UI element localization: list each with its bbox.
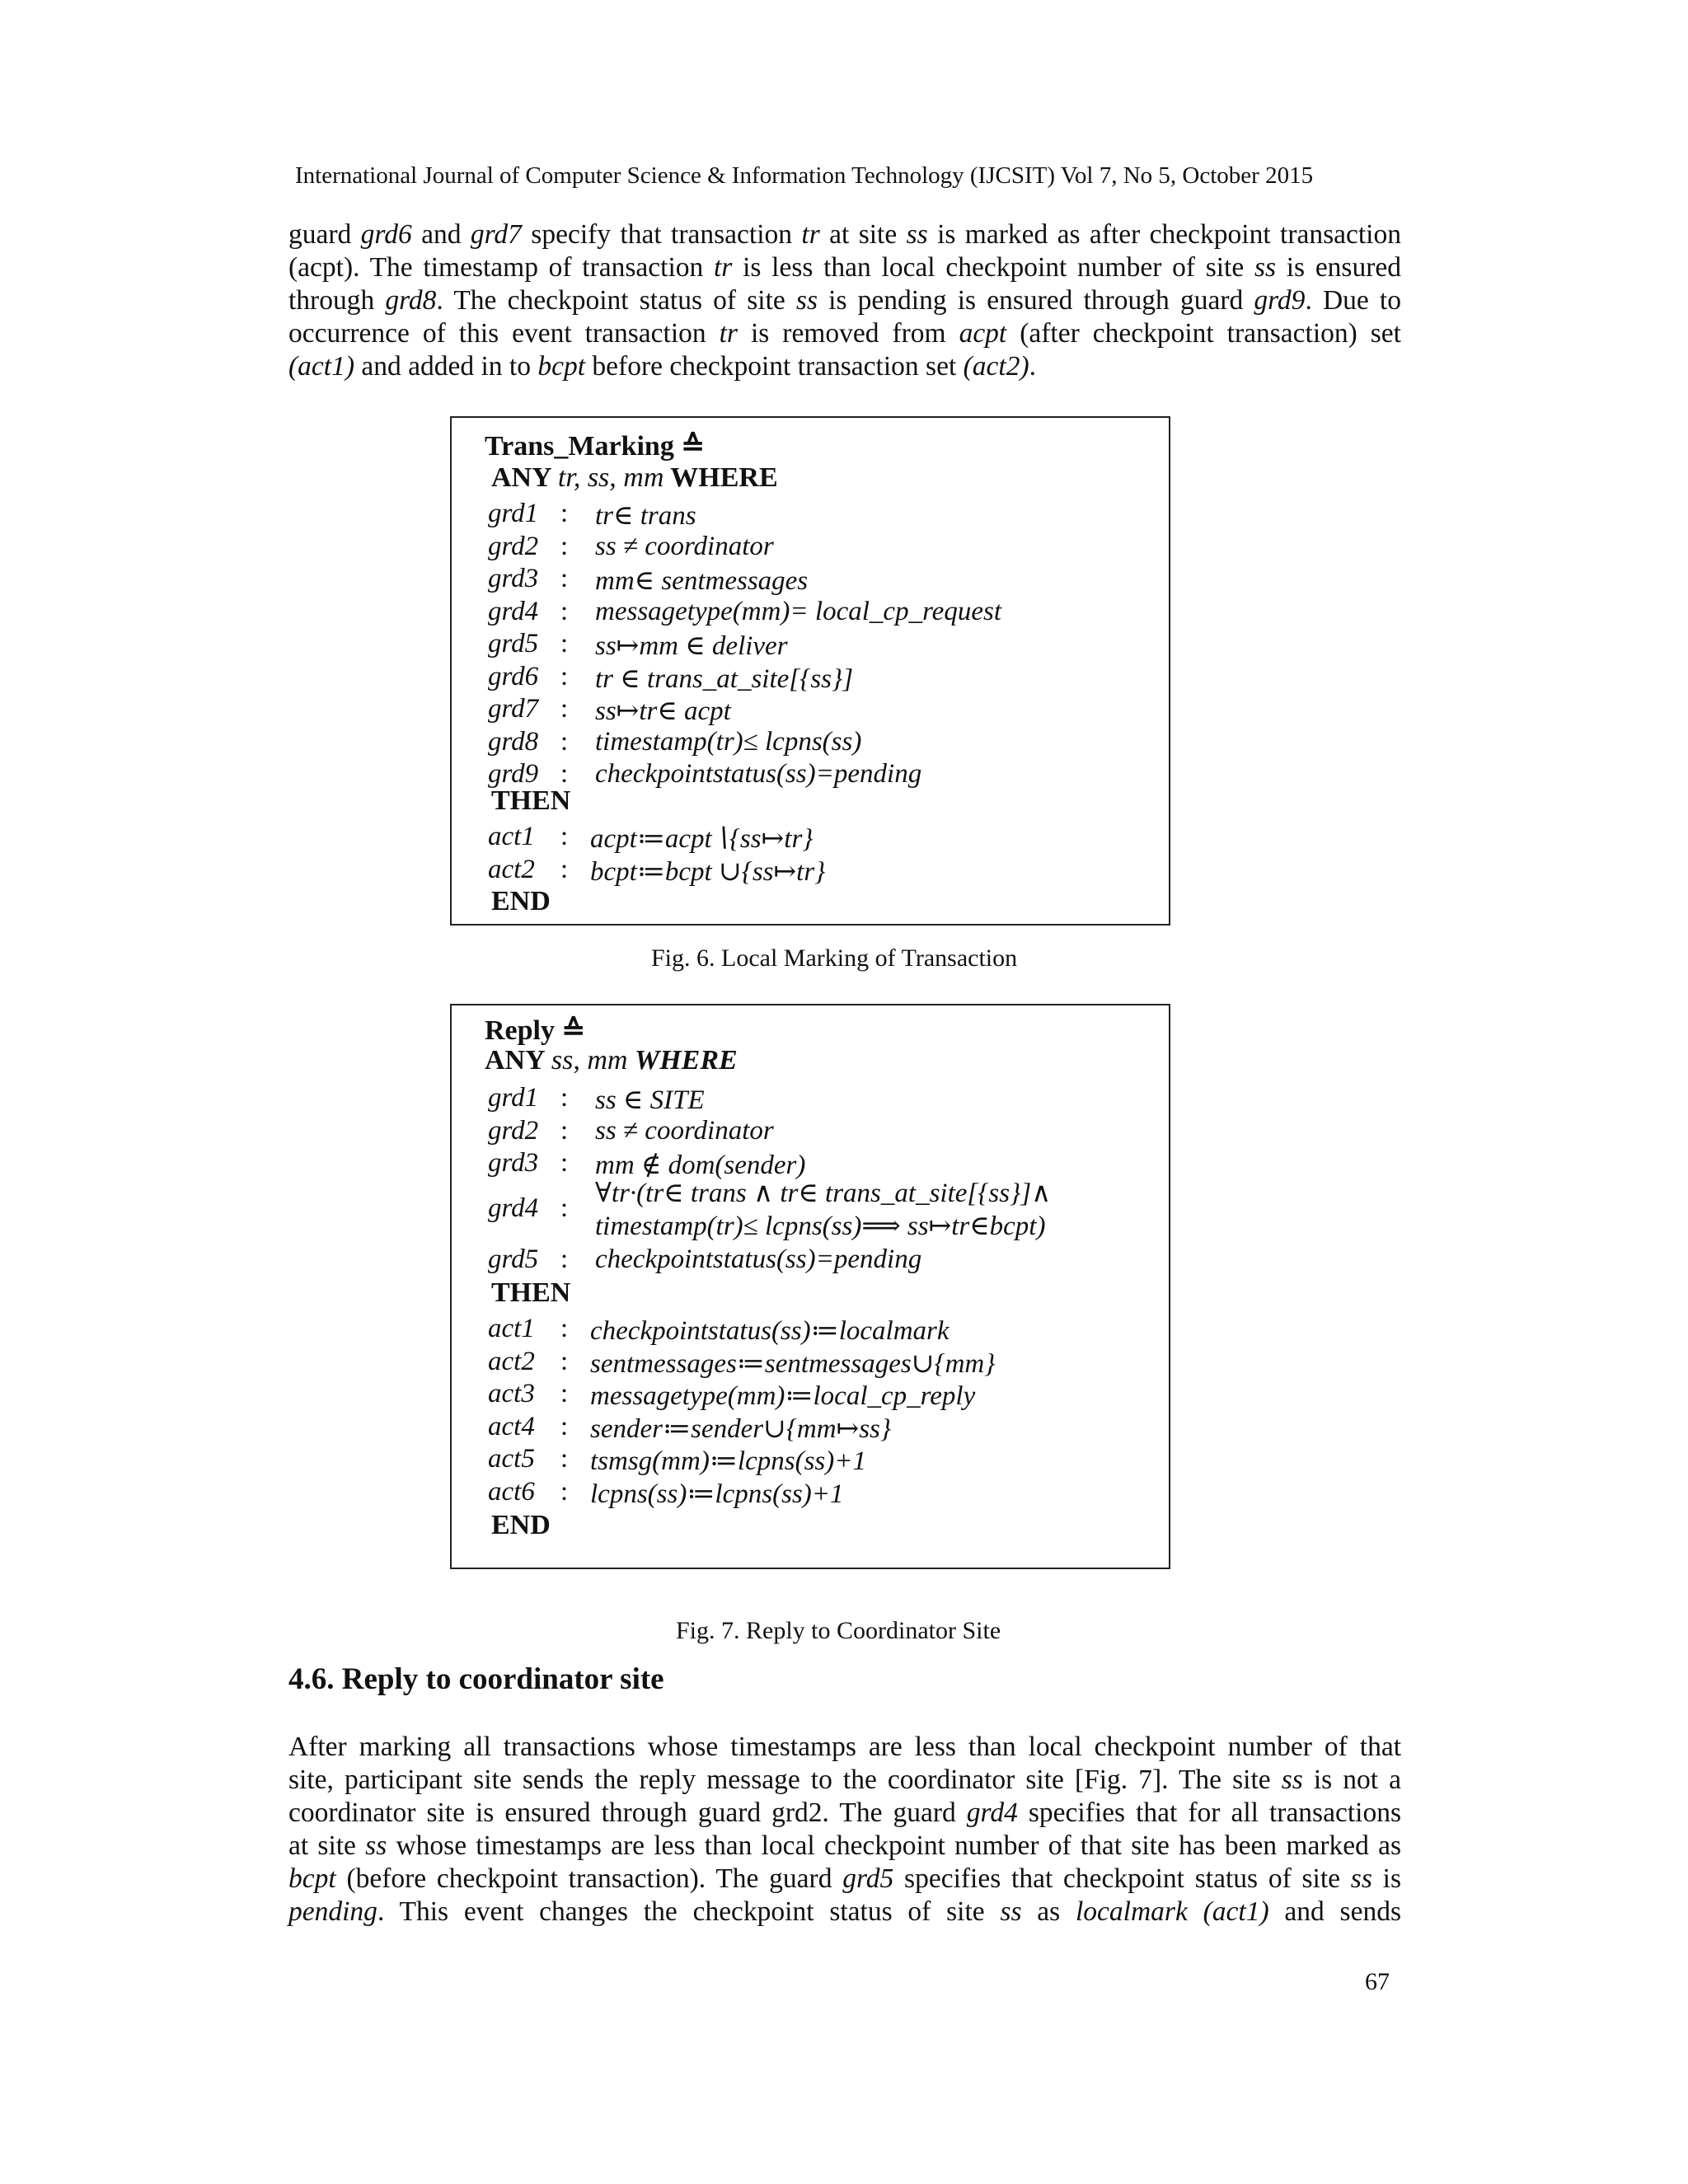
fig7-action-colon: :	[560, 1411, 569, 1441]
fig7-action-colon: :	[560, 1476, 569, 1507]
fig6-guard-expression: ss ≠ coordinator	[595, 531, 774, 561]
para1-line: occurrence of this event transaction tr is removed from acpt (after checkpoint transaction) set	[288, 318, 1401, 349]
fig7-grd5-label: grd5	[488, 1244, 539, 1274]
fig6-action-expression: acpt≔acpt∖{ss↦tr}	[590, 824, 814, 854]
paragraph-intro	[288, 218, 1401, 383]
fig6-guard-expression: ss↦mm ∈ deliver	[595, 631, 788, 661]
para1-line: guard grd6 and grd7 specify that transaction tr at site ss is marked as after checkpoint transaction	[288, 219, 1401, 250]
fig6-guard-expression: mm∈ sentmessages	[595, 566, 809, 596]
fig7-grd4-expression	[595, 1177, 1051, 1243]
journal-header: International Journal of Computer Science & Information Technology (IJCSIT) Vol 7, No 5, October 2015	[295, 162, 1314, 189]
fig6-end-keyword: END	[491, 886, 551, 916]
fig7-action-expression: lcpns(ss)≔lcpns(ss)+1	[590, 1479, 844, 1509]
fig6-guard-colon: :	[560, 531, 569, 561]
fig6-any-keyword: ANY	[491, 462, 551, 493]
fig7-any-clause	[485, 1045, 738, 1076]
fig7-action-label: act4	[488, 1411, 535, 1441]
fig7-any-keyword: ANY	[485, 1045, 545, 1076]
fig6-where-keyword: WHERE	[670, 462, 778, 493]
fig7-end-keyword: END	[491, 1510, 551, 1540]
fig6-guard-label: grd3	[488, 564, 539, 593]
fig6-guard-label: grd8	[488, 726, 539, 757]
fig6-guard-expression: ss↦tr∈ acpt	[595, 696, 731, 726]
fig7-guard-label: grd2	[488, 1115, 539, 1146]
fig6-guard-colon: :	[560, 629, 569, 658]
para2-line: site, participant site sends the reply message to the coordinator site [Fig. 7]. The site ss is not a	[288, 1765, 1401, 1795]
fig7-guard-colon: :	[560, 1148, 569, 1178]
fig7-grd4-line2: timestamp(tr)≤ lcpns(ss)⟹ ss↦tr∈bcpt)	[595, 1212, 1046, 1241]
fig7-action-expression: sender≔sender∪{mm↦ss}	[590, 1413, 892, 1444]
fig6-params: tr, ss, mm	[557, 462, 664, 493]
fig6-guard-colon: :	[560, 596, 569, 626]
fig6-guard-label: grd6	[488, 661, 539, 691]
fig7-caption: Fig. 7. Reply to Coordinator Site	[676, 1617, 1001, 1644]
para2-line: coordinator site is ensured through guard grd2. The guard grd4 specifies that for all transactions	[288, 1797, 1401, 1828]
fig6-guard-label: grd4	[488, 596, 539, 626]
para2-line: pending. This event changes the checkpoint status of site ss as localmark (act1) and sends	[288, 1896, 1401, 1927]
fig7-guard-colon: :	[560, 1115, 569, 1146]
fig7-action-label: act3	[488, 1379, 535, 1408]
fig6-action-colon: :	[560, 822, 569, 851]
fig7-params: ss, mm	[551, 1045, 628, 1076]
para1-line: (acpt). The timestamp of transaction tr is less than local checkpoint number of site ss is ensured	[288, 252, 1401, 283]
fig7-action-expression: checkpointstatus(ss)≔localmark	[590, 1316, 950, 1346]
fig7-grd4-line1: ∀tr·(tr∈ trans ∧ tr∈ trans_at_site[{ss}]∧	[595, 1179, 1052, 1208]
fig6-caption: Fig. 6. Local Marking of Transaction	[651, 944, 1018, 972]
fig7-guard-colon: :	[560, 1083, 569, 1113]
fig7-action-colon: :	[560, 1379, 569, 1408]
fig7-guard-expression: ss ≠ coordinator	[595, 1115, 774, 1146]
fig6-guard-expression: checkpointstatus(ss)=pending	[595, 759, 922, 789]
fig6-guard-colon: :	[560, 499, 569, 528]
fig7-action-label: act1	[488, 1314, 535, 1343]
fig6-event-box	[450, 416, 1170, 926]
fig6-then-keyword: THEN	[491, 785, 571, 816]
fig6-action-colon: :	[560, 854, 569, 884]
fig7-event-box	[450, 1004, 1170, 1569]
fig7-guard-expression: mm ∉ dom(sender)	[595, 1151, 806, 1180]
fig6-guard-label: grd5	[488, 629, 539, 658]
fig6-guard-label: grd1	[488, 499, 539, 528]
fig6-any-clause	[491, 462, 778, 494]
fig7-then-keyword: THEN	[491, 1277, 571, 1308]
para2-line: bcpt (before checkpoint transaction). The guard grd5 specifies that checkpoint status of site ss is	[288, 1863, 1401, 1894]
fig6-action-expression: bcpt≔bcpt ∪{ss↦tr}	[590, 856, 826, 887]
fig7-action-label: act6	[488, 1476, 535, 1507]
fig7-action-expression: tsmsg(mm)≔lcpns(ss)+1	[590, 1446, 867, 1476]
fig6-guard-label: grd9	[488, 759, 539, 789]
fig7-event-title: Reply ≙	[485, 1015, 585, 1046]
paragraph-section	[288, 1731, 1401, 1929]
fig6-event-title: Trans_Marking ≙	[485, 431, 705, 462]
fig7-action-colon: :	[560, 1444, 569, 1474]
para2-line: at site ss whose timestamps are less than local checkpoint number of that site has been marked as	[288, 1830, 1401, 1861]
fig7-action-expression: messagetype(mm)≔local_cp_reply	[590, 1381, 976, 1411]
fig7-guard-expression: ss ∈ SITE	[595, 1085, 705, 1115]
page-number: 67	[1365, 1968, 1390, 1995]
section-heading: 4.6. Reply to coordinator site	[288, 1662, 664, 1696]
fig7-guard-label: grd3	[488, 1148, 539, 1178]
fig7-grd5-expression: checkpointstatus(ss)=pending	[595, 1244, 922, 1274]
fig6-guard-expression: timestamp(tr)≤ lcpns(ss)	[595, 726, 862, 757]
fig6-guard-colon: :	[560, 694, 569, 724]
fig6-guard-colon: :	[560, 759, 569, 789]
para1-line: (act1) and added in to bcpt before checkpoint transaction set (act2).	[288, 351, 1037, 382]
fig7-grd4-colon: :	[560, 1193, 569, 1223]
fig7-grd4-label: grd4	[488, 1193, 539, 1223]
fig7-grd5-colon: :	[560, 1244, 569, 1274]
fig7-action-label: act2	[488, 1346, 535, 1376]
fig7-action-colon: :	[560, 1314, 569, 1343]
fig6-guard-expression: messagetype(mm)= local_cp_request	[595, 596, 1001, 626]
fig6-action-label: act1	[488, 822, 535, 851]
fig6-guard-colon: :	[560, 661, 569, 691]
fig7-action-expression: sentmessages≔sentmessages∪{mm}	[590, 1348, 996, 1379]
fig6-guard-colon: :	[560, 564, 569, 593]
fig6-action-label: act2	[488, 854, 535, 884]
fig6-guard-label: grd7	[488, 694, 539, 724]
para1-line: through grd8. The checkpoint status of site ss is pending is ensured through guard grd9. Due to	[288, 285, 1401, 316]
fig7-action-label: act5	[488, 1444, 535, 1474]
para2-line: After marking all transactions whose timestamps are less than local checkpoint number of that	[288, 1732, 1401, 1762]
fig6-guard-colon: :	[560, 726, 569, 757]
fig6-guard-expression: tr ∈ trans_at_site[{ss}]	[595, 663, 854, 694]
fig7-guard-label: grd1	[488, 1083, 539, 1113]
fig7-where-keyword: WHERE	[634, 1045, 738, 1076]
fig7-action-colon: :	[560, 1346, 569, 1376]
fig6-guard-expression: tr∈ trans	[595, 501, 696, 531]
fig6-guard-label: grd2	[488, 531, 539, 561]
